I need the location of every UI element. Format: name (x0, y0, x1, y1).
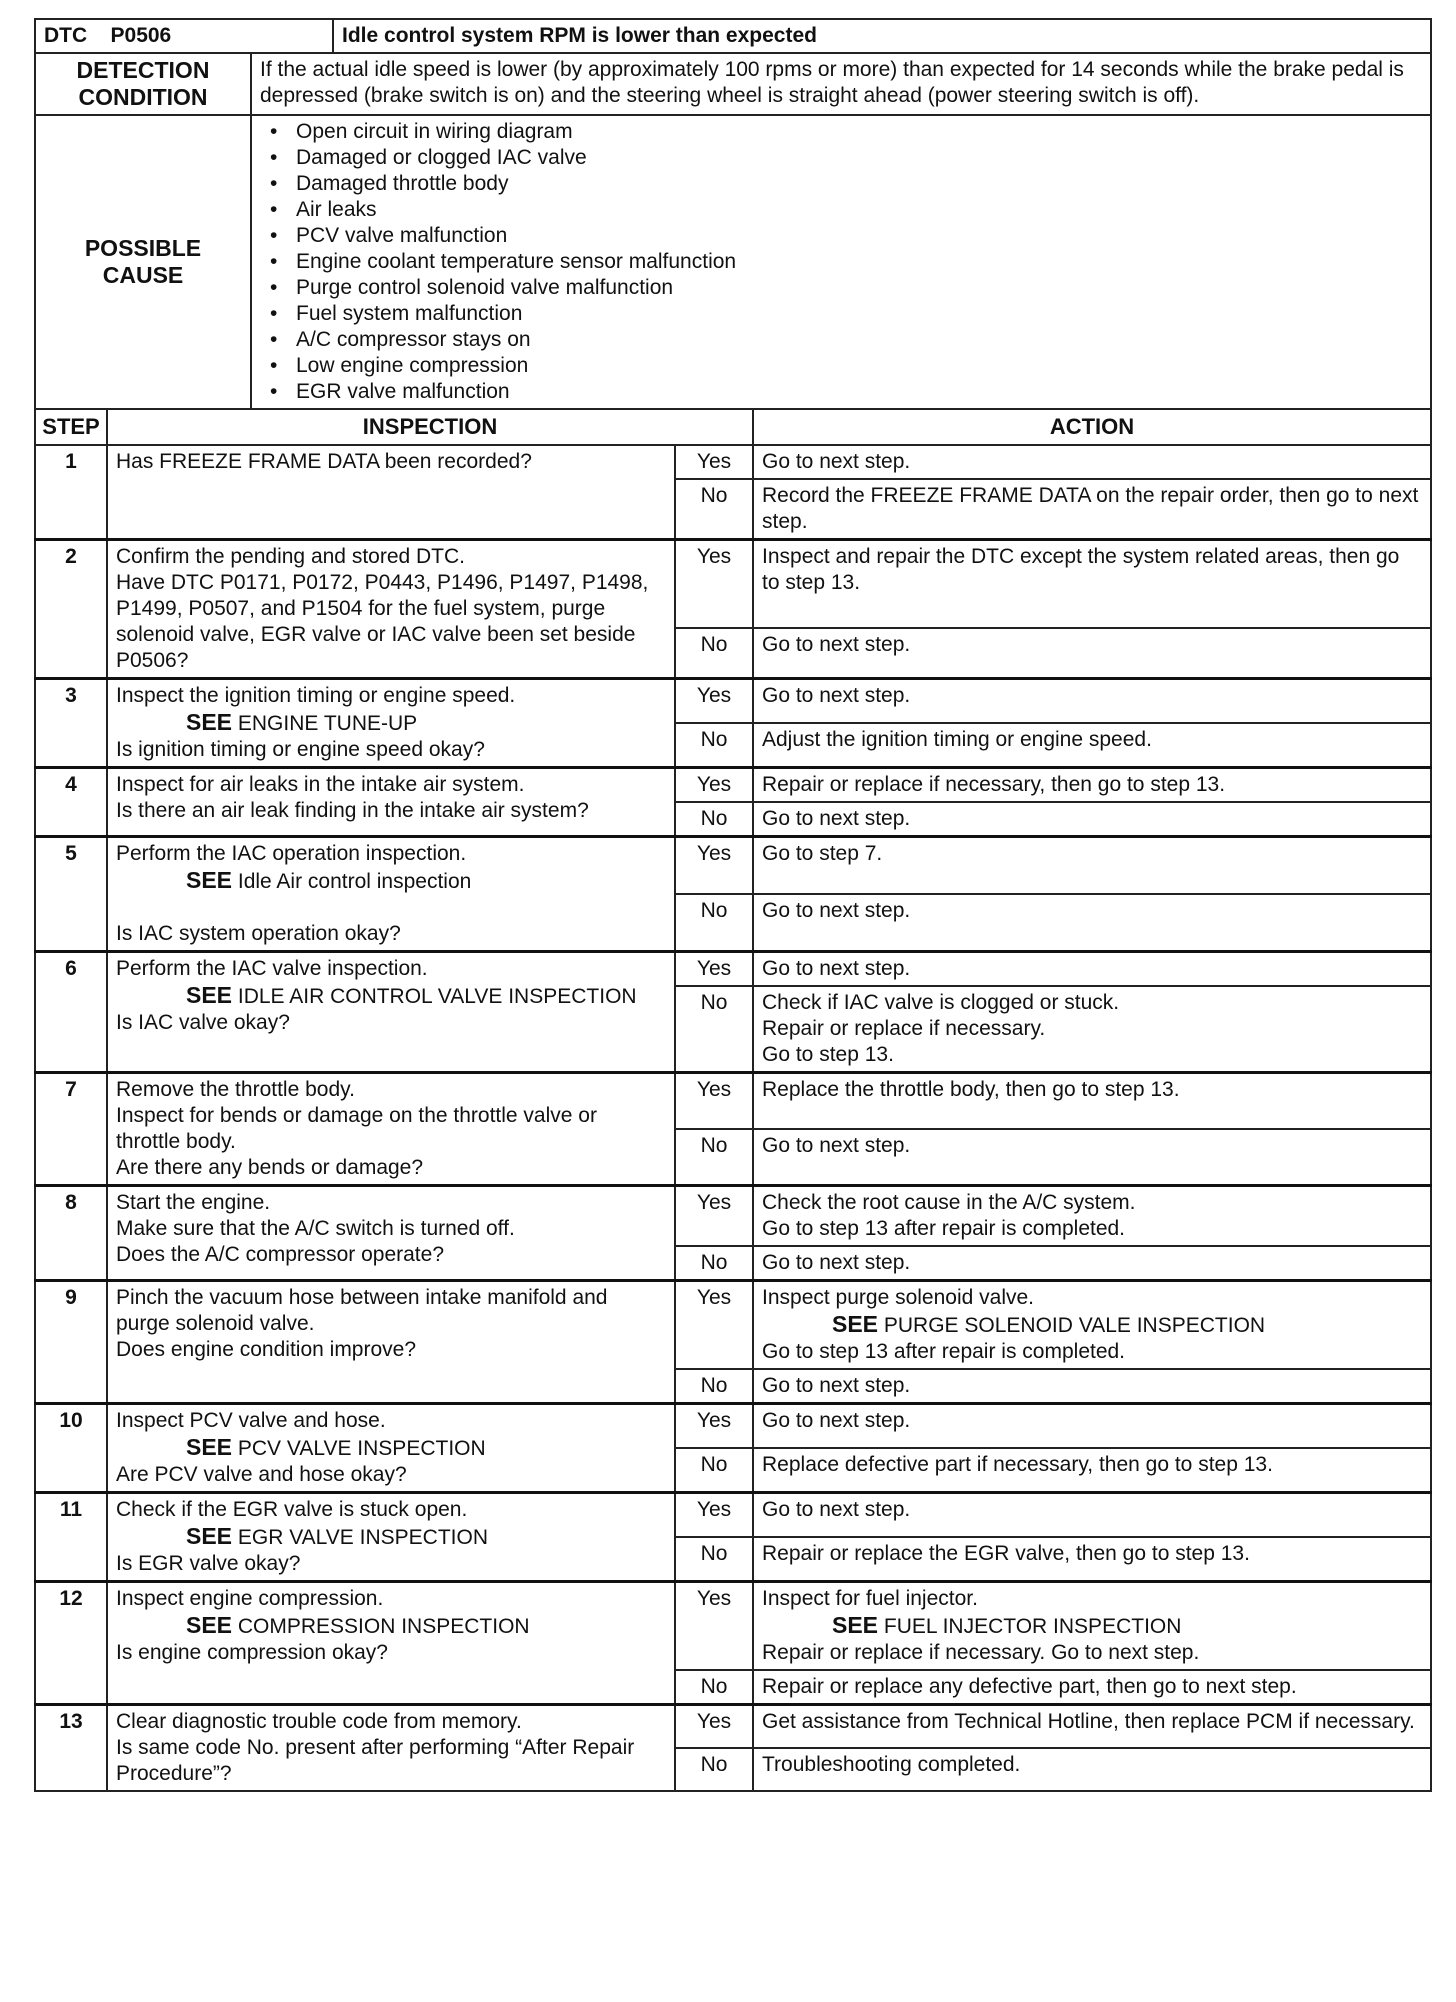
no-action (753, 802, 1431, 837)
diagnostic-sheet (34, 18, 1430, 1792)
inspection-line: Remove the throttle body. (116, 1078, 355, 1101)
cause-item: • Low engine compression (296, 353, 1422, 379)
see-reference (116, 867, 666, 895)
no-action (753, 1748, 1431, 1791)
cause-item: • PCV valve malfunction (296, 223, 1422, 249)
inspection-line: Is same code No. present after performing “After Repair Procedure”? (116, 1736, 635, 1785)
action-line: Go to step 7. (762, 842, 883, 865)
inspection-line: Start the engine. (116, 1191, 271, 1214)
no-label: No (675, 1670, 753, 1705)
step-row-yes (35, 952, 1431, 987)
step-inspection (107, 1404, 675, 1493)
see-target: IDLE AIR CONTROL VALVE INSPECTION (232, 985, 637, 1008)
no-action (753, 1448, 1431, 1493)
possible-cause-label-line1: POSSIBLE (84, 235, 202, 261)
inspection-line: Clear diagnostic trouble code from memory. (116, 1710, 522, 1733)
yes-label: Yes (675, 1705, 753, 1749)
cause-item: • EGR valve malfunction (296, 379, 1422, 405)
action-line: Troubleshooting completed. (762, 1753, 1021, 1777)
inspection-line: Inspect for bends or damage on the throttle valve or throttle body. (116, 1104, 597, 1153)
possible-cause-list (260, 119, 1422, 405)
cause-item: • Engine coolant temperature sensor malfunction (296, 249, 1422, 275)
inspection-column-header: INSPECTION (107, 409, 753, 445)
see-reference (116, 1612, 666, 1640)
step-row-yes (35, 1493, 1431, 1538)
steps-header-row (35, 409, 1431, 445)
action-line: Repair or replace the EGR valve, then go to step 13. (762, 1542, 1250, 1565)
yes-action (753, 1493, 1431, 1538)
action-line: Go to step 13 after repair is completed. (762, 1217, 1126, 1240)
see-target: EGR VALVE INSPECTION (232, 1526, 488, 1549)
detection-label (35, 53, 251, 115)
action-line: Adjust the ignition timing or engine speed. (762, 728, 1152, 751)
no-action (753, 1369, 1431, 1404)
step-inspection (107, 1582, 675, 1705)
possible-cause-label-line2: CAUSE (102, 262, 184, 288)
action-line: Record the FREEZE FRAME DATA on the repair order, then go to next step. (762, 484, 1419, 533)
yes-label: Yes (675, 1073, 753, 1130)
no-label: No (675, 894, 753, 952)
step-row-yes (35, 445, 1431, 479)
yes-label: Yes (675, 540, 753, 629)
step-inspection (107, 1186, 675, 1281)
action-line: Go to next step. (762, 1409, 911, 1432)
detection-label-line2: CONDITION (78, 84, 208, 110)
yes-label: Yes (675, 952, 753, 987)
step-inspection (107, 837, 675, 952)
action-line: Repair or replace if necessary. (762, 1017, 1046, 1040)
action-line: Repair or replace if necessary, then go to step 13. (762, 773, 1226, 796)
step-row-yes (35, 768, 1431, 803)
action-line: Go to next step. (762, 899, 911, 922)
yes-action (753, 1404, 1431, 1449)
inspection-line: Inspect for air leaks in the intake air system. (116, 773, 525, 796)
see-target: PURGE SOLENOID VALE INSPECTION (878, 1314, 1266, 1337)
inspection-line: Inspect the ignition timing or engine speed. (116, 684, 516, 707)
action-line: Replace defective part if necessary, then go to step 13. (762, 1453, 1273, 1476)
action-line: Go to next step. (762, 1498, 911, 1521)
no-action (753, 1670, 1431, 1705)
dtc-label-cell (35, 19, 251, 53)
cause-item: • Damaged or clogged IAC valve (296, 145, 1422, 171)
step-row-yes (35, 1073, 1431, 1130)
action-line: Replace the throttle body, then go to step 13. (762, 1078, 1180, 1101)
see-reference (762, 1311, 1422, 1339)
step-number: 5 (35, 837, 107, 952)
action-line: Go to next step. (762, 450, 911, 473)
steps-body (35, 445, 1431, 1791)
step-number: 13 (35, 1705, 107, 1792)
action-column-header: ACTION (753, 409, 1431, 445)
inspection-line: Inspect PCV valve and hose. (116, 1409, 386, 1432)
yes-action (753, 952, 1431, 987)
step-inspection (107, 1281, 675, 1404)
see-target: ENGINE TUNE-UP (232, 712, 418, 735)
no-label: No (675, 802, 753, 837)
action-line: Check if IAC valve is clogged or stuck. (762, 991, 1120, 1014)
step-number: 1 (35, 445, 107, 540)
cause-item: • Open circuit in wiring diagram (296, 119, 1422, 145)
no-label: No (675, 479, 753, 540)
no-label: No (675, 1448, 753, 1493)
see-reference (116, 709, 666, 737)
dtc-header-row (35, 19, 1431, 53)
yes-action (753, 1281, 1431, 1370)
inspection-line: Is ignition timing or engine speed okay? (116, 738, 485, 761)
step-inspection (107, 445, 675, 540)
step-row-yes (35, 540, 1431, 629)
yes-label: Yes (675, 1493, 753, 1538)
inspection-line: Is IAC system operation okay? (116, 922, 401, 945)
see-target: FUEL INJECTOR INSPECTION (878, 1615, 1182, 1638)
see-reference (116, 1434, 666, 1462)
yes-label: Yes (675, 1404, 753, 1449)
possible-cause-label (35, 115, 251, 409)
header-table (34, 18, 1432, 410)
step-row-yes (35, 1404, 1431, 1449)
step-inspection (107, 1073, 675, 1186)
see-keyword: SEE (186, 1523, 233, 1549)
inspection-line: Does engine condition improve? (116, 1338, 417, 1361)
action-line: Check the root cause in the A/C system. (762, 1191, 1136, 1214)
step-inspection (107, 768, 675, 837)
see-target: PCV VALVE INSPECTION (232, 1437, 486, 1460)
inspection-line: Is engine compression okay? (116, 1641, 388, 1664)
cause-item: • Damaged throttle body (296, 171, 1422, 197)
step-number: 4 (35, 768, 107, 837)
no-action (753, 1129, 1431, 1186)
no-label: No (675, 1748, 753, 1791)
inspection-line: Perform the IAC valve inspection. (116, 957, 428, 980)
no-action (753, 986, 1431, 1073)
action-line: Repair or replace any defective part, then go to next step. (762, 1675, 1297, 1698)
see-target: COMPRESSION INSPECTION (232, 1615, 530, 1638)
yes-action (753, 837, 1431, 895)
inspection-line: Make sure that the A/C switch is turned off. (116, 1217, 515, 1240)
step-inspection (107, 952, 675, 1073)
action-line: Inspect for fuel injector. (762, 1587, 978, 1610)
step-inspection (107, 1705, 675, 1792)
inspection-line: Perform the IAC operation inspection. (116, 842, 467, 865)
no-label: No (675, 1129, 753, 1186)
no-action (753, 628, 1431, 678)
no-label: No (675, 1537, 753, 1582)
step-row-yes (35, 837, 1431, 895)
no-action (753, 723, 1431, 768)
action-line: Go to next step. (762, 1134, 911, 1157)
possible-cause-row (35, 115, 1431, 409)
yes-label: Yes (675, 445, 753, 479)
yes-action (753, 1705, 1431, 1749)
step-number: 6 (35, 952, 107, 1073)
dtc-label: DTC (44, 24, 88, 47)
inspection-line: Inspect engine compression. (116, 1587, 384, 1610)
inspection-line: Confirm the pending and stored DTC. (116, 545, 466, 568)
cause-item: • Air leaks (296, 197, 1422, 223)
action-line: Inspect and repair the DTC except the system related areas, then go to step 13. (762, 545, 1400, 594)
inspection-line: Has FREEZE FRAME DATA been recorded? (116, 450, 532, 473)
action-line: Repair or replace if necessary. Go to next step. (762, 1641, 1200, 1664)
detection-text: If the actual idle speed is lower (by approximately 100 rpms or more) than expected for 14 seconds while the brake pedal is depressed (brake switch is on) and the steering wheel is straight ahead (power steering switch is off). (251, 53, 1431, 115)
see-keyword: SEE (186, 867, 233, 893)
yes-action (753, 540, 1431, 629)
inspection-line: Is IAC valve okay? (116, 1011, 290, 1034)
dtc-title: Idle control system RPM is lower than expected (333, 19, 1431, 53)
yes-label: Yes (675, 1186, 753, 1247)
step-inspection (107, 1493, 675, 1582)
yes-label: Yes (675, 1582, 753, 1671)
see-keyword: SEE (832, 1612, 879, 1638)
action-line: Go to next step. (762, 684, 911, 707)
inspection-line: Have DTC P0171, P0172, P0443, P1496, P1497, P1498, P1499, P0507, and P1504 for the fuel system, purge solenoid valve, EGR valve or IAC valve been set beside P0506? (116, 571, 649, 672)
step-row-yes (35, 1186, 1431, 1247)
yes-label: Yes (675, 1281, 753, 1370)
step-number: 2 (35, 540, 107, 679)
inspection-line: Check if the EGR valve is stuck open. (116, 1498, 468, 1521)
no-label: No (675, 723, 753, 768)
inspection-line: Is EGR valve okay? (116, 1552, 301, 1575)
step-row-yes (35, 1281, 1431, 1370)
step-number: 10 (35, 1404, 107, 1493)
spacer (116, 895, 666, 921)
see-keyword: SEE (186, 982, 233, 1008)
inspection-line: Are there any bends or damage? (116, 1156, 424, 1179)
no-action (753, 1537, 1431, 1582)
step-number: 9 (35, 1281, 107, 1404)
action-line: Go to next step. (762, 633, 911, 657)
yes-action (753, 445, 1431, 479)
step-number: 3 (35, 679, 107, 768)
inspection-line: Pinch the vacuum hose between intake manifold and purge solenoid valve. (116, 1286, 608, 1335)
inspection-line: Does the A/C compressor operate? (116, 1243, 445, 1266)
see-reference (762, 1612, 1422, 1640)
see-target: Idle Air control inspection (232, 870, 472, 893)
yes-action (753, 768, 1431, 803)
step-row-yes (35, 1705, 1431, 1749)
action-line: Go to next step. (762, 957, 911, 980)
action-line: Go to step 13 after repair is completed. (762, 1340, 1126, 1363)
cause-item: • Fuel system malfunction (296, 301, 1422, 327)
yes-label: Yes (675, 768, 753, 803)
action-line: Inspect purge solenoid valve. (762, 1286, 1035, 1309)
see-keyword: SEE (832, 1311, 879, 1337)
no-label: No (675, 628, 753, 678)
step-number: 11 (35, 1493, 107, 1582)
see-reference (116, 1523, 666, 1551)
no-label: No (675, 1246, 753, 1281)
step-row-yes (35, 679, 1431, 724)
see-keyword: SEE (186, 1612, 233, 1638)
step-number: 12 (35, 1582, 107, 1705)
dtc-spacer (251, 19, 333, 53)
see-keyword: SEE (186, 1434, 233, 1460)
action-line: Go to step 13. (762, 1043, 894, 1066)
step-number: 8 (35, 1186, 107, 1281)
step-column-header: STEP (35, 409, 107, 445)
see-reference (116, 982, 666, 1010)
step-inspection (107, 679, 675, 768)
cause-item: • Purge control solenoid valve malfunction (296, 275, 1422, 301)
yes-action (753, 679, 1431, 724)
no-action (753, 479, 1431, 540)
step-number: 7 (35, 1073, 107, 1186)
cause-item: • A/C compressor stays on (296, 327, 1422, 353)
detection-row (35, 53, 1431, 115)
step-inspection (107, 540, 675, 679)
inspection-line: Are PCV valve and hose okay? (116, 1463, 407, 1486)
yes-action (753, 1073, 1431, 1130)
yes-action (753, 1582, 1431, 1671)
detection-label-line1: DETECTION (76, 57, 210, 83)
yes-action (753, 1186, 1431, 1247)
yes-label: Yes (675, 837, 753, 895)
no-action (753, 1246, 1431, 1281)
no-label: No (675, 986, 753, 1073)
yes-label: Yes (675, 679, 753, 724)
action-line: Get assistance from Technical Hotline, then replace PCM if necessary. (762, 1710, 1415, 1733)
no-action (753, 894, 1431, 952)
action-line: Go to next step. (762, 1251, 911, 1274)
step-row-yes (35, 1582, 1431, 1671)
no-label: No (675, 1369, 753, 1404)
possible-cause-list-cell (251, 115, 1431, 409)
action-line: Go to next step. (762, 807, 911, 830)
dtc-code: P0506 (110, 24, 172, 47)
action-line: Go to next step. (762, 1374, 911, 1397)
inspection-line: Is there an air leak finding in the intake air system? (116, 799, 589, 822)
see-keyword: SEE (186, 709, 233, 735)
steps-table (34, 408, 1432, 1792)
